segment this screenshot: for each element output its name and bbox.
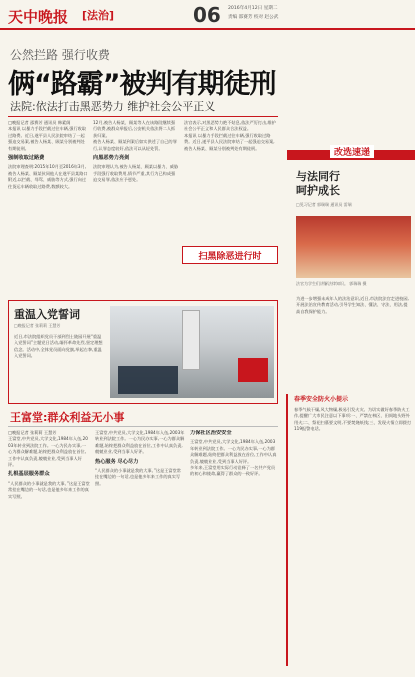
officer-group-shape [118,366,178,394]
profile-paragraph: 王富堂,中共党员,大学文化,1984年入伍,2003年转业到法院工作。一心为民办实事,一心为群众解难题,始终把群众利益放在首位,工作中认真负责,兢兢业业,受到当事人好评。 [8,436,88,468]
school-photo-caption: 法官为学生们讲解法律知识。 郭瑞瑞 摄 [296,281,367,286]
lead-subheading: 强制收取过路费 [8,155,45,162]
right-article-title: 与法同行 呵护成长 [296,170,340,197]
lead-divider [8,116,278,117]
profile-closing: 多年来,王富堂用实际行动诠释了一名共产党员的初心和使命,赢得了群众的一致好评。 [190,465,276,477]
profile-quote: “人民群众的小事就是我的大事。”这是王富堂常挂在嘴边的一句话,也是他多年来工作的真实写照。 [8,480,90,499]
fire-safety-sidebar [286,394,412,666]
lead-paragraph: 法院审理查明:2015年10月至2016年3月,被告人杨某、顾某伙同他人在遂平县某路口附近,以拦截、辱骂、威胁等方式,强行向过往货运车辆收取过路费,数额较大。 [8,164,88,189]
lead-paragraph: 本报讯 以暴力手段拦截过往车辆,强行收取过路费。近日,遂平县人民法院审结了一起强迫交易案,被告人杨某、顾某分别被判处有期徒刑。 [8,126,87,151]
lead-column-2 [93,120,179,270]
profile-mid-heading: 热心服务 尽心尽力 [95,458,139,465]
campaign-banner [182,246,278,264]
profile-column-1 [8,430,90,670]
campaign-banner-text: 扫黑除恶进行时 [198,251,262,262]
lead-subhead: 法院:依法打击黑恶势力 维护社会公平正义 [10,100,216,113]
lead-column-1 [8,120,88,290]
memorial-byline: □晚报记者 张莉莉 王慧芳 [14,323,61,328]
profile-byline: □晚报记者 张莉莉 王慧芳 [8,430,57,435]
memorial-body: 近日,市法院组织党员干部到烈士陵园开展“重温入党誓词”主题党日活动,缅怀革命先烈,坚定理想信念。活动中,全体党员面向党旗,举起右拳,重温入党誓词。 [14,334,103,359]
profile-paragraph: 王富堂,中共党员,大学文化,1984年入伍,2003年转业到法院工作。一心为民办实事,一心为群众解难题,始终把群众利益放在首位,工作中认真负责,兢兢业业,受到当事人好评。 [190,439,277,464]
lead-headline: 俩“路霸”被判有期徒刑 [8,69,276,100]
fire-safety-body: 春季气候干燥,风大物燥,极易引发火灾。为切实做好春季防火工作,提醒广大市民注意以下事项:一、严禁在林区、田间地头野外用火;二、祭祀扫墓要文明,不要焚烧纸钱;三、发现火情立即拨打119报警电话。 [294,407,412,432]
editor-line: 责编 邵赛芳 校对 赵公武 [228,15,279,20]
profile-column-2 [95,430,185,670]
lead-kicker: 公然拦路 强行收费 [10,48,110,62]
right-article-byline: □见习记者 郭瑞瑞 通讯员 雷瑞 [296,202,352,207]
right-feature-title: 改选速递 [330,145,374,158]
date-line: 2016年4月12日 星期二 [228,6,278,11]
memorial-title: 重温入党誓词 [14,308,80,321]
profile-title: 王富堂:群众利益无小事 [10,411,125,424]
lead-subheading: 向黑恶势力亮剑 [93,155,130,162]
lead-byline: □晚报记者 邵赛芳 通讯员 韩素阁 [8,120,71,125]
profile-subheading: 扎根基层服务群众 [8,471,50,478]
newspaper-logo: 天中晚报 [8,8,69,26]
profile-divider [8,426,278,427]
lead-column-3 [184,120,276,240]
profile-col3-heading: 力保社区治安安全 [190,430,232,436]
lead-paragraph: 被告人杨某、顾某到案后如实供述了自己的罪行,认罪态度较好,依法可以从轻处罚。 [93,139,177,151]
right-article-body: 为进一步增强未成年人的法治意识,近日,市法院法官走进校园,开展法治宣传教育活动,引导学生知法、懂法、守法、用法,提高自我保护能力。 [296,296,409,314]
memorial-photo [110,306,274,398]
profile-paragraph: 王富堂,中共党员,大学文化,1984年入伍,2003年转业到法院工作。一心为民办实事,一心为群众解难题,始终把群众利益放在首位,工作中认真负责,兢兢业业,受到当事人好评。 [95,430,185,455]
lead-paragraph: 法院审理认为,被告人杨某、顾某以暴力、威胁手段强行收取费用,情节严重,其行为已构成强迫交易罪,依法应予惩处。 [93,164,179,183]
lead-closing: 法官表示,对黑恶势力绝不姑息,依法严厉打击,维护社会公平正义和人民群众合法权益。 [184,120,276,132]
school-event-photo [296,216,411,278]
monument-shape [182,310,200,370]
page-number: 06 [193,3,221,27]
lead-paragraph: 12月,被告人杨某、顾某等人在该路段继续强行收费,被群众举报后,公安机关依法将二人抓获归案。 [93,120,176,138]
profile-column-3 [190,430,278,670]
party-flag-shape [238,358,268,382]
profile-paragraph: “人民群众的小事就是我的大事。”这是王富堂常挂在嘴边的一句话,也是他多年来工作的真实写照。 [95,468,181,486]
fire-safety-title: 春季安全防火小提示 [294,396,349,403]
section-label: [法治] [82,9,115,22]
lead-paragraph: 本报讯 以暴力手段拦截过往车辆,强行收取过路费。近日,遂平县人民法院审结了一起强迫交易案,被告人杨某、顾某分别被判处有期徒刑。 [184,132,275,151]
